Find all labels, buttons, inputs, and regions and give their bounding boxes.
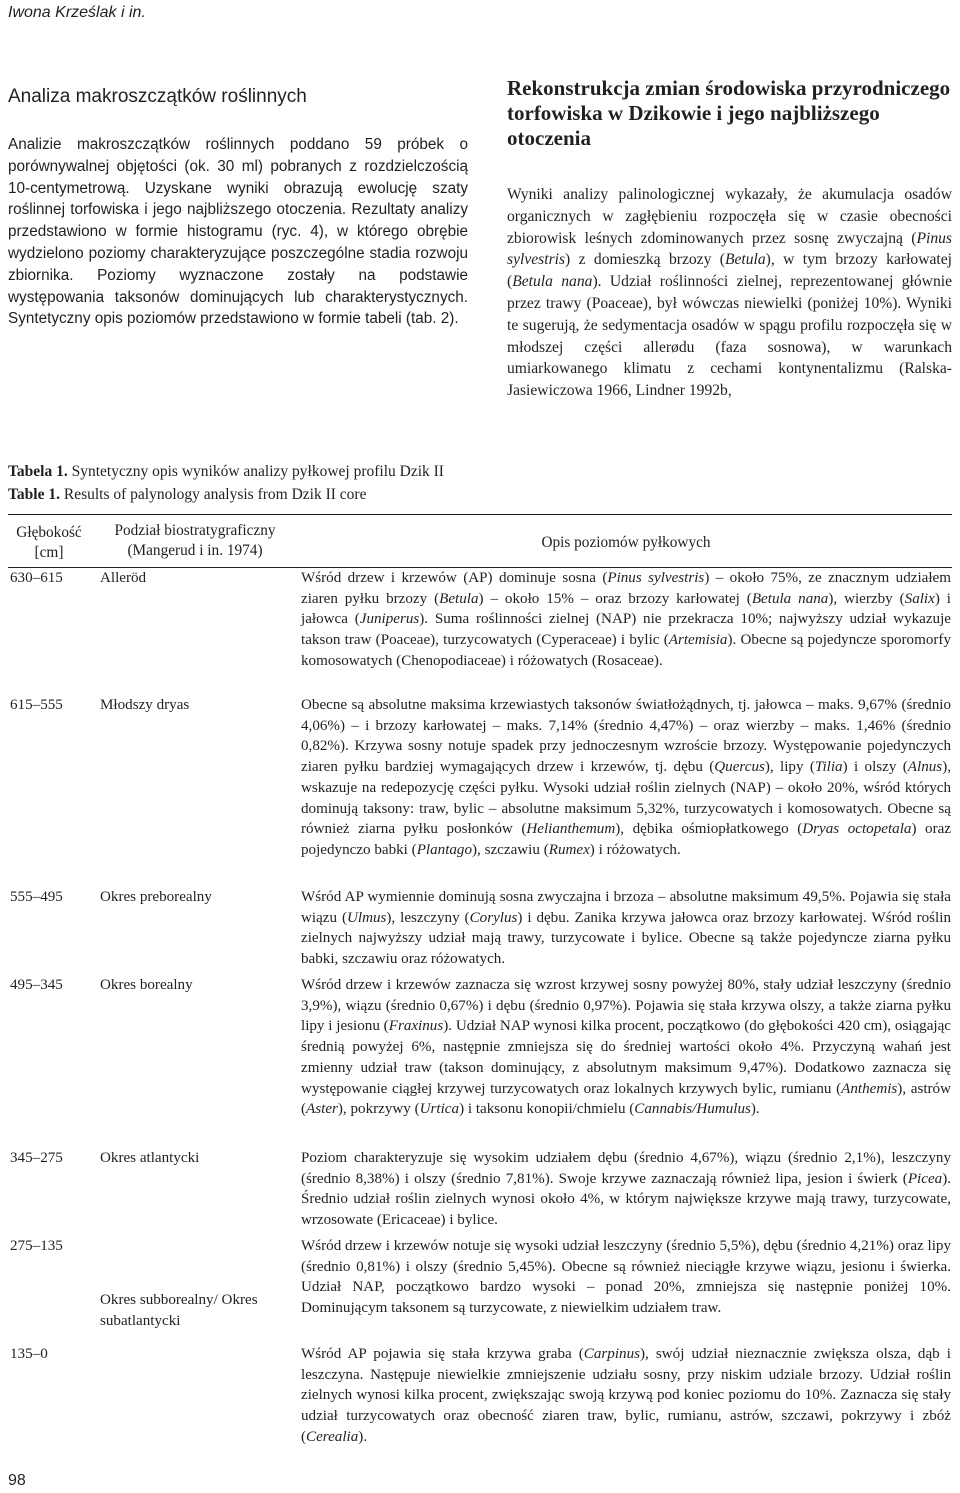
row-zone: Okres subborealny/ Okres subatlantycki [100,1292,258,1329]
table-caption-pl [8,463,444,481]
row-zone: Alleröd [100,570,147,586]
row-depth: 630–615 [10,570,63,586]
section-title-reconstruction: Rekonstrukcja zmian środowiska przyrodniczego torfowiska w Dzikowie i jego najbliższego otoczenia [507,76,951,150]
row-description: Wśród drzew i krzewów (AP) dominuje sosna (Pinus sylvestris) – około 75%, ze znacznym udziałem ziaren pyłku brzozy (Betula) – około 15% – oraz brzozy karłowatej (Betula nana), wierzby (Salix) i jałowca (Juniperus). Suma roślinności zielnej (NAP) nie przekracza 10%; najwyższy udział wykazuje takson traw (Poaceae), turzycowatych (Cyperaceae) i bylic (Artemisia). Obecne są pojedyncze sporomorfy komosowatych (Chenopodiaceae) i różowatych (Rosaceae). [301,570,951,669]
row-zone: Okres preborealny [100,889,212,905]
table-header-depth-line1: Głębokość [16,524,82,541]
row-depth: 495–345 [10,977,63,993]
table-header-biostratigraphy [100,521,290,561]
row-description: Wśród drzew i krzewów notuje się wysoki udział leszczyny (średnio 5,5%), dębu (średnio 4,21%) oraz lipy (średnio 0,81%) i olszy (średnio 5,45%). Obecne są również nieciągłe krzywe wiązu, jesionu i świerka. Udział NAP, początkowo bardzo wysoki – ponad 20%, zmniejsza się następnie poniżej 10%. Dominującym taksonem są turzycowate, z niewielkim udziałem traw. [301,1238,951,1317]
page-number: 98 [8,1472,26,1489]
table-header-strat-line1: Podział biostratygraficzny [114,522,276,539]
row-depth: 275–135 [10,1238,63,1254]
row-zone: Okres borealny [100,977,193,993]
table-caption-pl-text: Syntetyczny opis wyników analizy pyłkowej profilu Dzik II [67,463,444,480]
row-depth: 345–275 [10,1150,63,1166]
row-zone: Młodszy dryas [100,697,190,713]
table-caption-en [8,486,366,504]
row-depth: 615–555 [10,697,63,713]
table-caption-pl-label: Tabela 1. [8,463,68,480]
table-header-strat-line2: (Mangerud i in. 1974) [127,542,263,559]
row-description: Wśród AP pojawia się stała krzywa graba (Carpinus), swój udział nieznacznie zwiększa olsza, dąb i leszczyna. Następuje niewielkie zmniejszenie udziału sosny, przy niskim udziale brzozy. Udział roślin zielnych wynosi kilka procent, zwiększając swoją krzywą pod koniec poziomu do 10%. Zaznacza się stały udział turzycowatych oraz obecność ziaren traw, bylic, rumianu, astrów, szczawi, pokrzywy i zbóż (Cerealia). [301,1346,951,1445]
table-caption-en-text: Results of palynology analysis from Dzik II core [59,486,367,503]
table-caption-en-label: Table 1. [8,486,60,503]
table-header-depth [8,523,90,563]
paragraph-macrofossils: Analizie makroszczątków roślinnych poddano 59 próbek o porównywalnej objętości (ok. 30 ml) pobranych z rozdzielczością 10-centymetrową. Uzyskane wyniki obrazują ewolucję szaty roślinnej torfowiska i jego najbliższego otoczenia. Rezultaty analizy przedstawiono w formie histogramu (ryc. 4), w którego obrębie wydzielono poziomy charakteryzujące poszczególne stadia rozwoju zbiornika. Poziomy wyznaczone zostały na podstawie występowania taksonów dominujących lub charakterystycznych. Syntetyczny opis poziomów przedstawiono w formie tabeli (tab. 2). [8,136,468,328]
paragraph-reconstruction: Wyniki analizy palinologicznej wykazały, że akumulacja osadów organicznych w zagłębieniu rozpoczęła się w czasie obecności zbiorowisk leśnych zdominowanych przez sosnę zwyczajną (Pinus sylvestris) z domieszką brzozy (Betula), w tym brzozy karłowatej (Betula nana). Udział roślinności zielnej, reprezentowanej głównie przez trawy (Poaceae), był wówczas niewielki (poniżej 10%). Wyniki te sugerują, że sedymentacja osadów w spągu profilu rozpoczęła się w młodszej części allerødu (faza sosnowa), w warunkach umiarkowanego klimatu z cechami kontynentalizmu (Ralska-Jasiewiczowa 1966, Lindner 1992b, [507,186,952,400]
table-header-description: Opis poziomów pyłkowych [541,534,711,551]
row-description: Obecne są absolutne maksima krzewiastych taksonów światłożądnych, tj. jałowca – maks. 9,67% (średnio 4,06%) – i brzozy karłowatej – maks. 7,14% (średnio 4,47%) – oraz wierzby – maks. 1,46% (średnio 0,82%). Krzywa sosny notuje spadek przy jednoczesnym wzroście brzozy. Występowanie pojedynczych ziaren pyłku bardziej wymagających drzew i krzewów, tj. dębu (Quercus), lipy (Tilia) i olszy (Alnus), wskazuje na redepozycję części pyłku. Wysoki udział roślin zielnych (NAP) – około 20%, wśród których dominują taksony: traw, bylic – absolutne maksimum 5,32%, turzycowatych i komosowatych. Obecne są również ziarna pyłku posłonków (Helianthemum), dębika ośmiopłatkowego (Dryas octopetala) oraz pojedynczo babki (Plantago), szczawiu (Rumex) i różowatych. [301,697,952,858]
row-description: Wśród drzew i krzewów zaznacza się wzrost krzywej sosny powyżej 80%, stały udział leszczyny (średnio 3,9%), wiązu (średnio 0,67%) i dębu (średnio 0,97%). Pojawia się stała krzywa olszy, a także ziarna pyłku lipy i jesionu (Fraxinus). Udział NAP wynosi kilka procent, początkowo (do głębokości 420 cm), osiągając średnią powyżej 6%, następnie zmniejsza się do średniej wartości około 4%. Przyczyną wahań jest zmienny udział traw (takson dominujący, z absolutnym maksimum 9,47%). Dodatkowo zaznacza się występowanie ciągłej krzywej turzycowatych oraz lokalnych krzywych bylic, rumianu (Anthemis), astrów (Aster), pokrzywy (Urtica) i taksonu konopii/chmielu (Cannabis/Humulus). [301,977,952,1118]
table-top-rule [8,514,952,515]
running-header-author: Iwona Krześlak i in. [8,4,146,21]
row-depth: 135–0 [10,1346,48,1362]
table-header-depth-line2: [cm] [34,544,64,561]
row-description: Poziom charakteryzuje się wysokim udziałem dębu (średnio 4,67%), wiązu (średnio 2,1%), leszczyny (średnio 8,38%) i olszy (średnio 7,81%). Swoje krzywe zaznaczają również lipa, jesion i świerk (Picea). Średnio udział roślin zielnych wynosi około 4%, w którym największe krzywe mają trawy, turzycowate, wrzosowate (Ericaceae) i bylice. [301,1150,951,1229]
row-zone: Okres atlantycki [100,1150,200,1166]
row-depth: 555–495 [10,889,63,905]
row-description: Wśród AP wymiennie dominują sosna zwyczajna i brzoza – absolutne maksimum 49,5%. Pojawia się stała wiązu (Ulmus), leszczyny (Corylus) i dębu. Zanika krzywa jałowca oraz brzozy karłowatej. Wśród roślin zielnych najwyższy udział mają trawy, turzycowate i bylice. Obecne są także pojedyncze ziarna pyłku babki, szczawiu oraz różowatych. [301,889,951,968]
section-title-macrofossils: Analiza makroszczątków roślinnych [8,86,307,107]
